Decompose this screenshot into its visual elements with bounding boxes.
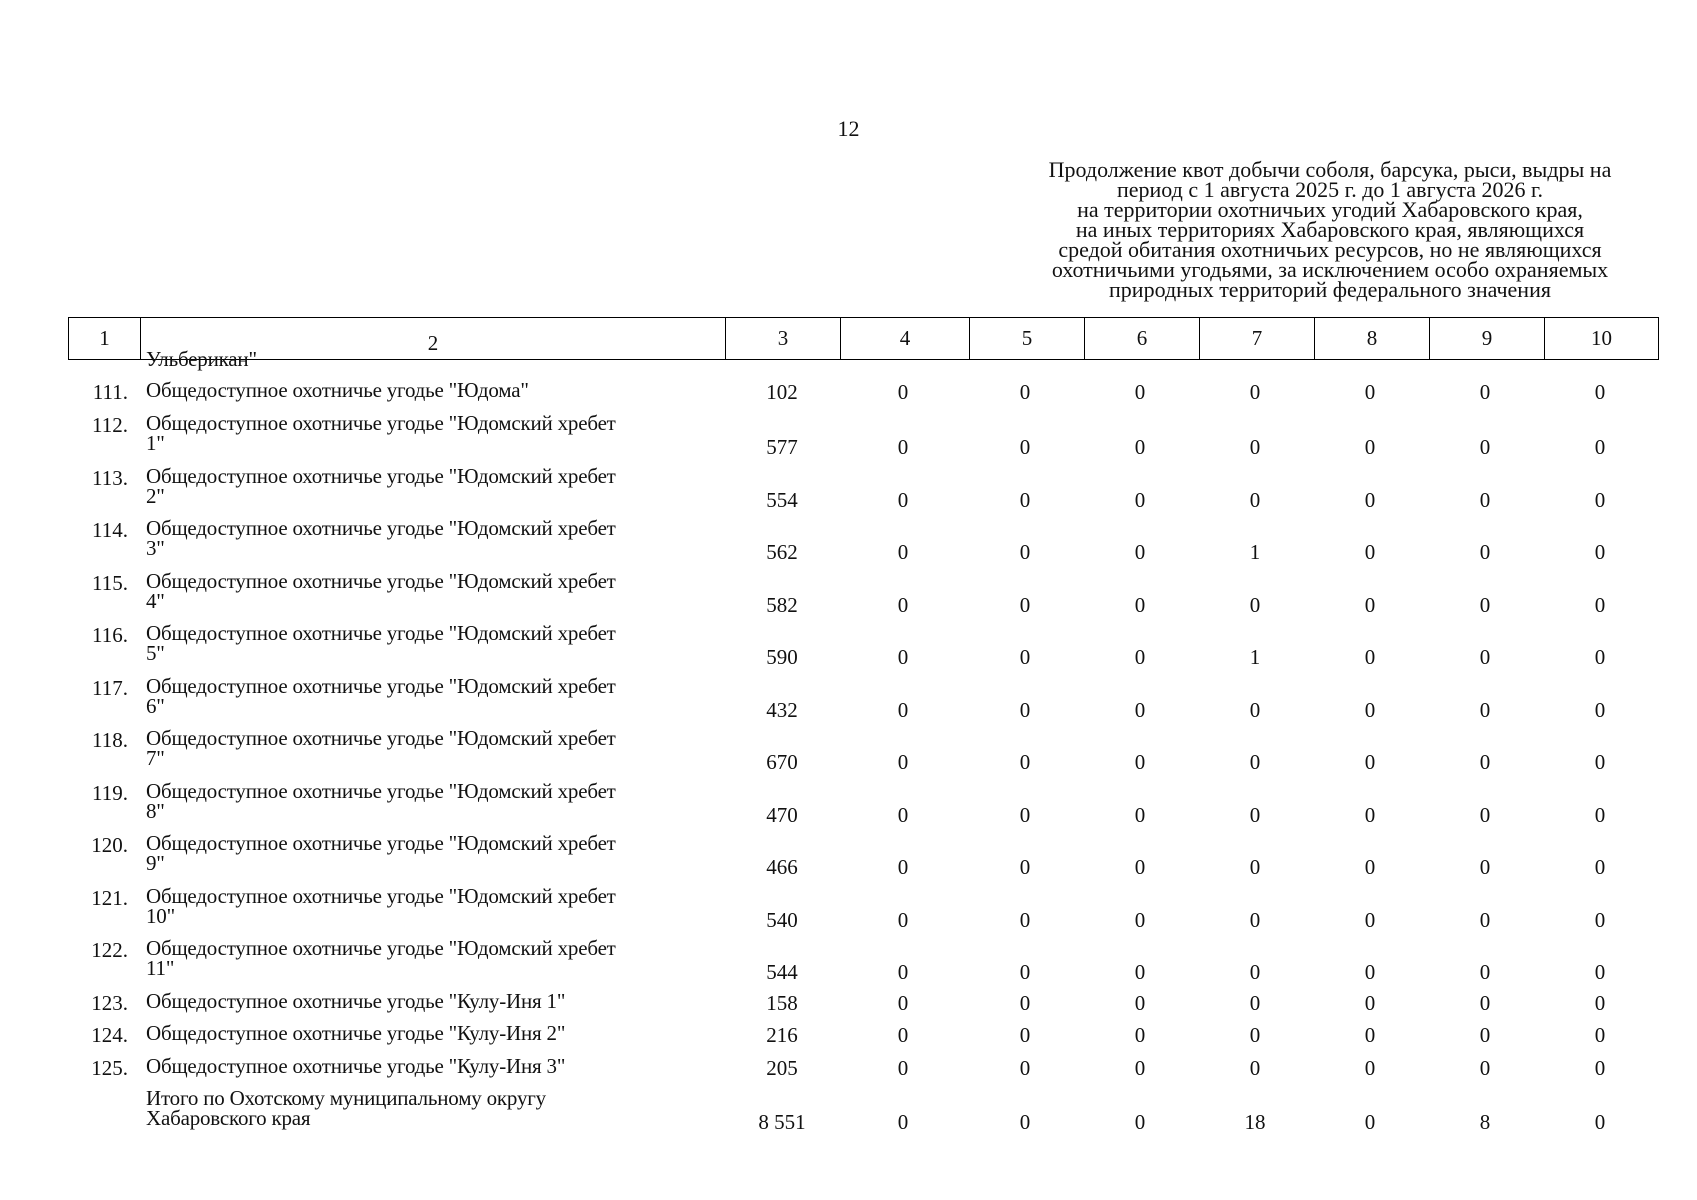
- row-value-col-5: 0: [1019, 960, 1031, 984]
- row-value-col-3: 544: [766, 960, 798, 984]
- row-value-col-4: 0: [897, 698, 909, 722]
- row-name-line: Общедоступное охотничье угодье "Юдомский хребет: [146, 779, 616, 803]
- row-value-col-6: 0: [1134, 540, 1146, 564]
- row-name: [146, 518, 716, 558]
- row-value-col-10: 0: [1594, 380, 1606, 404]
- row-value-col-8: 0: [1364, 540, 1376, 564]
- row-name: [146, 380, 716, 400]
- row-value-col-8: 0: [1364, 1023, 1376, 1047]
- row-value-col-8: 0: [1364, 488, 1376, 512]
- row-name: [146, 991, 716, 1011]
- row-value-col-5: 0: [1019, 803, 1031, 827]
- row-value-col-8: 0: [1364, 908, 1376, 932]
- row-value-col-7: 0: [1249, 960, 1261, 984]
- row-value-col-4: 0: [897, 645, 909, 669]
- title-line: на территории охотничьих угодий Хабаровского края,: [1077, 197, 1583, 222]
- row-value-col-5: 0: [1019, 698, 1031, 722]
- row-value-col-4: 0: [897, 960, 909, 984]
- row-number: 113.: [92, 466, 128, 490]
- row-value-col-7: 0: [1249, 991, 1261, 1015]
- row-value-col-9: 0: [1479, 991, 1491, 1015]
- row-value-col-9: 8: [1479, 1110, 1491, 1134]
- row-number: 123.: [91, 991, 128, 1015]
- row-number: 111.: [92, 380, 128, 404]
- row-name: [146, 781, 716, 821]
- title-line: природных территорий федерального значения: [1109, 277, 1551, 302]
- row-value-col-7: 0: [1249, 698, 1261, 722]
- row-value-col-8: 0: [1364, 645, 1376, 669]
- row-name-line: Итого по Охотскому муниципальному округу: [146, 1086, 546, 1110]
- row-value-col-6: 0: [1134, 908, 1146, 932]
- row-value-col-5: 0: [1019, 991, 1031, 1015]
- row-number: 124.: [91, 1023, 128, 1047]
- row-value-col-10: 0: [1594, 488, 1606, 512]
- row-value-col-7: 0: [1249, 1056, 1261, 1080]
- row-name: [146, 886, 716, 926]
- row-name-line: Общедоступное охотничье угодье "Юдомский хребет: [146, 831, 616, 855]
- row-value-col-9: 0: [1479, 1023, 1491, 1047]
- row-value-col-5: 0: [1019, 750, 1031, 774]
- row-value-col-3: 562: [766, 540, 798, 564]
- row-number: 112.: [92, 413, 128, 437]
- row-value-col-5: 0: [1019, 1056, 1031, 1080]
- row-value-col-4: 0: [897, 908, 909, 932]
- row-value-col-9: 0: [1479, 803, 1491, 827]
- row-value-col-9: 0: [1479, 488, 1491, 512]
- row-value-col-3: 432: [766, 698, 798, 722]
- row-value-col-4: 0: [897, 488, 909, 512]
- header-cell-8: 8: [1315, 318, 1430, 360]
- title-line: охотничьими угодьями, за исключением особо охраняемых: [1051, 257, 1609, 282]
- row-value-col-8: 0: [1364, 435, 1376, 459]
- row-name-line: 3": [146, 536, 165, 560]
- row-value-col-9: 0: [1479, 593, 1491, 617]
- row-value-col-3: 8 551: [758, 1110, 806, 1134]
- row-value-col-4: 0: [897, 750, 909, 774]
- header-cell-5: 5: [970, 318, 1085, 360]
- row-name-line: 7": [146, 746, 165, 770]
- row-value-col-9: 0: [1479, 908, 1491, 932]
- row-name-line: Общедоступное охотничье угодье "Юдомский хребет: [146, 674, 616, 698]
- title-line: период с 1 августа 2025 г. до 1 августа 2026 г.: [1116, 177, 1544, 202]
- row-name-line: Общедоступное охотничье угодье "Юдомский хребет: [146, 884, 616, 908]
- row-value-col-7: 0: [1249, 750, 1261, 774]
- row-value-col-7: 1: [1249, 645, 1261, 669]
- row-value-col-6: 0: [1134, 750, 1146, 774]
- row-value-col-6: 0: [1134, 960, 1146, 984]
- row-name-line: Общедоступное охотничье угодье "Юдомский хребет: [146, 411, 616, 435]
- row-value-col-8: 0: [1364, 593, 1376, 617]
- row-value-col-9: 0: [1479, 645, 1491, 669]
- row-number: 120.: [91, 833, 128, 857]
- header-cell-10: 10: [1545, 318, 1659, 360]
- row-name-line: 5": [146, 641, 165, 665]
- row-value-col-5: 0: [1019, 540, 1031, 564]
- page-number: 12: [837, 116, 860, 141]
- row-name-line: Общедоступное охотничье угодье "Юдома": [146, 378, 529, 402]
- row-value-col-7: 0: [1249, 593, 1261, 617]
- row-name-line: Общедоступное охотничье угодье "Кулу-Иня 1": [146, 989, 566, 1013]
- row-name: [146, 676, 716, 716]
- row-value-col-7: 0: [1249, 488, 1261, 512]
- row-value-col-8: 0: [1364, 380, 1376, 404]
- row-value-col-3: 554: [766, 488, 798, 512]
- row-value-col-8: 0: [1364, 803, 1376, 827]
- row-value-col-4: 0: [897, 435, 909, 459]
- row-value-col-3: 470: [766, 803, 798, 827]
- row-value-col-4: 0: [897, 803, 909, 827]
- row-name-line: Общедоступное охотничье угодье "Юдомский хребет: [146, 569, 616, 593]
- row-value-col-4: 0: [897, 380, 909, 404]
- title-line: на иных территориях Хабаровского края, являющихся: [1075, 217, 1585, 242]
- row-value-col-3: 102: [766, 380, 798, 404]
- row-value-col-6: 0: [1134, 991, 1146, 1015]
- row-name-line: Общедоступное охотничье угодье "Юдомский хребет: [146, 936, 616, 960]
- row-value-col-3: 582: [766, 593, 798, 617]
- row-name: [146, 1088, 716, 1128]
- continuation-text: Ульберикан": [146, 347, 257, 371]
- row-value-col-5: 0: [1019, 1110, 1031, 1134]
- row-name-line: 6": [146, 694, 165, 718]
- row-name: [146, 1056, 716, 1076]
- row-value-col-8: 0: [1364, 991, 1376, 1015]
- row-name: [146, 413, 716, 453]
- row-name-line: Общедоступное охотничье угодье "Юдомский хребет: [146, 726, 616, 750]
- header-cell-3: 3: [726, 318, 841, 360]
- table-title: [985, 157, 1675, 302]
- row-value-col-3: 590: [766, 645, 798, 669]
- row-value-col-9: 0: [1479, 1056, 1491, 1080]
- row-value-col-3: 670: [766, 750, 798, 774]
- row-name-line: 4": [146, 589, 165, 613]
- row-value-col-9: 0: [1479, 380, 1491, 404]
- row-name-line: Общедоступное охотничье угодье "Юдомский хребет: [146, 621, 616, 645]
- row-value-col-8: 0: [1364, 960, 1376, 984]
- row-value-col-3: 540: [766, 908, 798, 932]
- row-name: [146, 1023, 716, 1043]
- row-name: [146, 833, 716, 873]
- row-name-line: Хабаровского края: [146, 1106, 311, 1130]
- title-line: средой обитания охотничьих ресурсов, но не являющихся: [1058, 237, 1602, 262]
- row-name: [146, 623, 716, 663]
- row-value-col-4: 0: [897, 1056, 909, 1080]
- header-cell-6: 6: [1085, 318, 1200, 360]
- row-value-col-7: 0: [1249, 380, 1261, 404]
- row-value-col-6: 0: [1134, 1023, 1146, 1047]
- row-value-col-4: 0: [897, 1110, 909, 1134]
- row-value-col-6: 0: [1134, 855, 1146, 879]
- row-number: 125.: [91, 1056, 128, 1080]
- row-value-col-7: 0: [1249, 1023, 1261, 1047]
- row-value-col-5: 0: [1019, 908, 1031, 932]
- row-name-line: 8": [146, 799, 165, 823]
- row-value-col-10: 0: [1594, 698, 1606, 722]
- header-cell-4: 4: [841, 318, 970, 360]
- row-value-col-9: 0: [1479, 698, 1491, 722]
- row-value-col-3: 466: [766, 855, 798, 879]
- row-value-col-10: 0: [1594, 1110, 1606, 1134]
- row-value-col-10: 0: [1594, 750, 1606, 774]
- row-value-col-5: 0: [1019, 645, 1031, 669]
- title-line: Продолжение квот добычи соболя, барсука, рыси, выдры на: [1048, 157, 1612, 182]
- row-name-line: 11": [146, 956, 175, 980]
- row-value-col-6: 0: [1134, 698, 1146, 722]
- row-value-col-8: 0: [1364, 698, 1376, 722]
- row-value-col-10: 0: [1594, 960, 1606, 984]
- row-value-col-3: 158: [766, 991, 798, 1015]
- row-value-col-7: 0: [1249, 435, 1261, 459]
- row-name-line: Общедоступное охотничье угодье "Кулу-Иня 2": [146, 1021, 566, 1045]
- row-name-line: Общедоступное охотничье угодье "Кулу-Иня 3": [146, 1054, 566, 1078]
- row-value-col-5: 0: [1019, 855, 1031, 879]
- row-value-col-10: 0: [1594, 540, 1606, 564]
- row-value-col-8: 0: [1364, 855, 1376, 879]
- row-name: [146, 466, 716, 506]
- row-value-col-10: 0: [1594, 908, 1606, 932]
- row-name-line: 2": [146, 484, 165, 508]
- row-name: [146, 571, 716, 611]
- row-value-col-4: 0: [897, 540, 909, 564]
- row-name-line: Общедоступное охотничье угодье "Юдомский хребет: [146, 464, 616, 488]
- row-value-col-5: 0: [1019, 435, 1031, 459]
- row-value-col-3: 205: [766, 1056, 798, 1080]
- row-value-col-9: 0: [1479, 960, 1491, 984]
- row-name-line: 1": [146, 431, 165, 455]
- row-value-col-10: 0: [1594, 435, 1606, 459]
- row-value-col-7: 1: [1249, 540, 1261, 564]
- row-value-col-10: 0: [1594, 645, 1606, 669]
- row-number: 121.: [91, 886, 128, 910]
- row-value-col-4: 0: [897, 855, 909, 879]
- header-cell-7: 7: [1200, 318, 1315, 360]
- row-number: 114.: [92, 518, 128, 542]
- row-value-col-7: 0: [1249, 803, 1261, 827]
- row-value-col-8: 0: [1364, 750, 1376, 774]
- header-cell-2: 2: [141, 318, 726, 360]
- row-value-col-6: 0: [1134, 803, 1146, 827]
- row-value-col-9: 0: [1479, 540, 1491, 564]
- row-value-col-8: 0: [1364, 1056, 1376, 1080]
- row-number: 115.: [92, 571, 128, 595]
- row-value-col-3: 216: [766, 1023, 798, 1047]
- row-value-col-6: 0: [1134, 645, 1146, 669]
- row-value-col-9: 0: [1479, 750, 1491, 774]
- row-number: 122.: [91, 938, 128, 962]
- row-name-line: 10": [146, 904, 175, 928]
- row-name-line: 9": [146, 851, 165, 875]
- row-value-col-9: 0: [1479, 855, 1491, 879]
- row-number: 118.: [92, 728, 128, 752]
- row-value-col-4: 0: [897, 1023, 909, 1047]
- row-value-col-6: 0: [1134, 380, 1146, 404]
- row-value-col-10: 0: [1594, 593, 1606, 617]
- row-value-col-6: 0: [1134, 488, 1146, 512]
- row-value-col-6: 0: [1134, 435, 1146, 459]
- row-number: 119.: [92, 781, 128, 805]
- row-value-col-6: 0: [1134, 1056, 1146, 1080]
- row-value-col-4: 0: [897, 991, 909, 1015]
- row-value-col-7: 18: [1244, 1110, 1266, 1134]
- row-value-col-5: 0: [1019, 593, 1031, 617]
- row-value-col-9: 0: [1479, 435, 1491, 459]
- row-value-col-4: 0: [897, 593, 909, 617]
- row-number: 117.: [92, 676, 128, 700]
- row-value-col-10: 0: [1594, 1023, 1606, 1047]
- row-number: 116.: [92, 623, 128, 647]
- row-name: [146, 938, 716, 978]
- row-value-col-6: 0: [1134, 1110, 1146, 1134]
- row-name-line: Общедоступное охотничье угодье "Юдомский хребет: [146, 516, 616, 540]
- row-value-col-7: 0: [1249, 908, 1261, 932]
- row-value-col-3: 577: [766, 435, 798, 459]
- row-value-col-8: 0: [1364, 1110, 1376, 1134]
- row-value-col-10: 0: [1594, 803, 1606, 827]
- row-name: [146, 728, 716, 768]
- row-value-col-5: 0: [1019, 380, 1031, 404]
- row-value-col-6: 0: [1134, 593, 1146, 617]
- header-cell-1: 1: [69, 318, 141, 360]
- row-value-col-5: 0: [1019, 1023, 1031, 1047]
- row-value-col-10: 0: [1594, 855, 1606, 879]
- row-value-col-10: 0: [1594, 1056, 1606, 1080]
- row-value-col-7: 0: [1249, 855, 1261, 879]
- row-value-col-10: 0: [1594, 991, 1606, 1015]
- row-value-col-5: 0: [1019, 488, 1031, 512]
- header-cell-9: 9: [1430, 318, 1545, 360]
